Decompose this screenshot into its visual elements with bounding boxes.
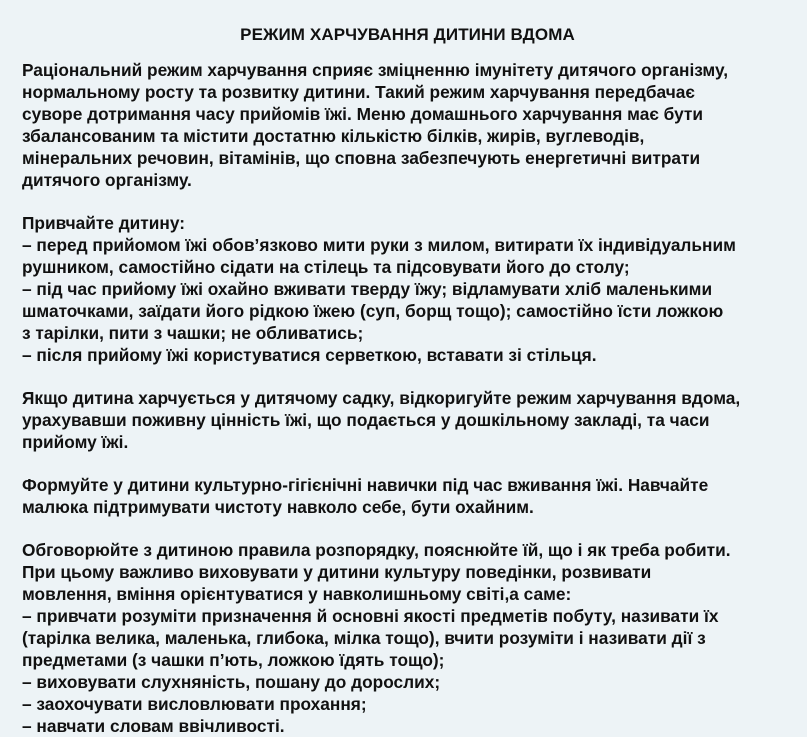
paragraph-routine-rules: Обговорюйте з дитиною правила розпорядку, пояснюйте їй, що і як треба робити. При цьому важливо виховувати у дитини культуру поведінки, розвивати мовлення, вміння орієнтуватися у навколишньому світі,а саме: – привчати розуміти призначення й основні якості предметів побуту, називати їх (тарілка велика, маленька, глибока, мілка тощо), вчити розуміти і називати дії з предметами (з чашки п’ють, ложкою їдять тощо); – виховувати слухняність, пошану до дорослих; – заохочувати висловлювати прохання; – навчати словам ввічливості. bbox=[22, 540, 731, 736]
paragraph-hygiene-skills: Формуйте у дитини культурно-гігієнічні навички під час вживання їжі. Навчайте малюка підтримувати чистоту навколо себе, бути охайним. bbox=[22, 475, 709, 517]
paragraph-teach-child: Привчайте дитину: – перед прийомом їжі обов’язково мити руки з милом, витирати їх індивідуальним рушником, самостійно сідати на стілець та підсовувати його до столу; – під час прийому їжі охайно вживати тверду їжу; відламувати хліб маленькими шматочками, заїдати його рідкою їжею (суп, борщ тощо); самостійно їсти ложкою з тарілки, пити з чашки; не обливатись; – після прийому їжі користуватися серветкою, вставати зі стільця. bbox=[22, 213, 736, 365]
paragraph-kindergarten: Якщо дитина харчується у дитячому садку, відкоригуйте режим харчування вдома, урахувавши поживну цінність їжі, що подається у дошкільному закладі, та часи прийому їжі. bbox=[22, 388, 741, 452]
paragraph-intro: Раціональний режим харчування сприяє зміцненню імунітету дитячого організму, нормальному росту та розвитку дитини. Такий режим харчування передбачає суворе дотримання часу прийомів їжі. Меню домашнього харчування має бути збалансованим та містити достатню кількістю білків, жирів, вуглеводів, мінеральних речовин, вітамінів, що сповна забезпечують енергетичні витрати дитячого організму. bbox=[22, 60, 729, 190]
page-title: РЕЖИМ ХАРЧУВАННЯ ДИТИНИ ВДОМА bbox=[240, 25, 575, 44]
